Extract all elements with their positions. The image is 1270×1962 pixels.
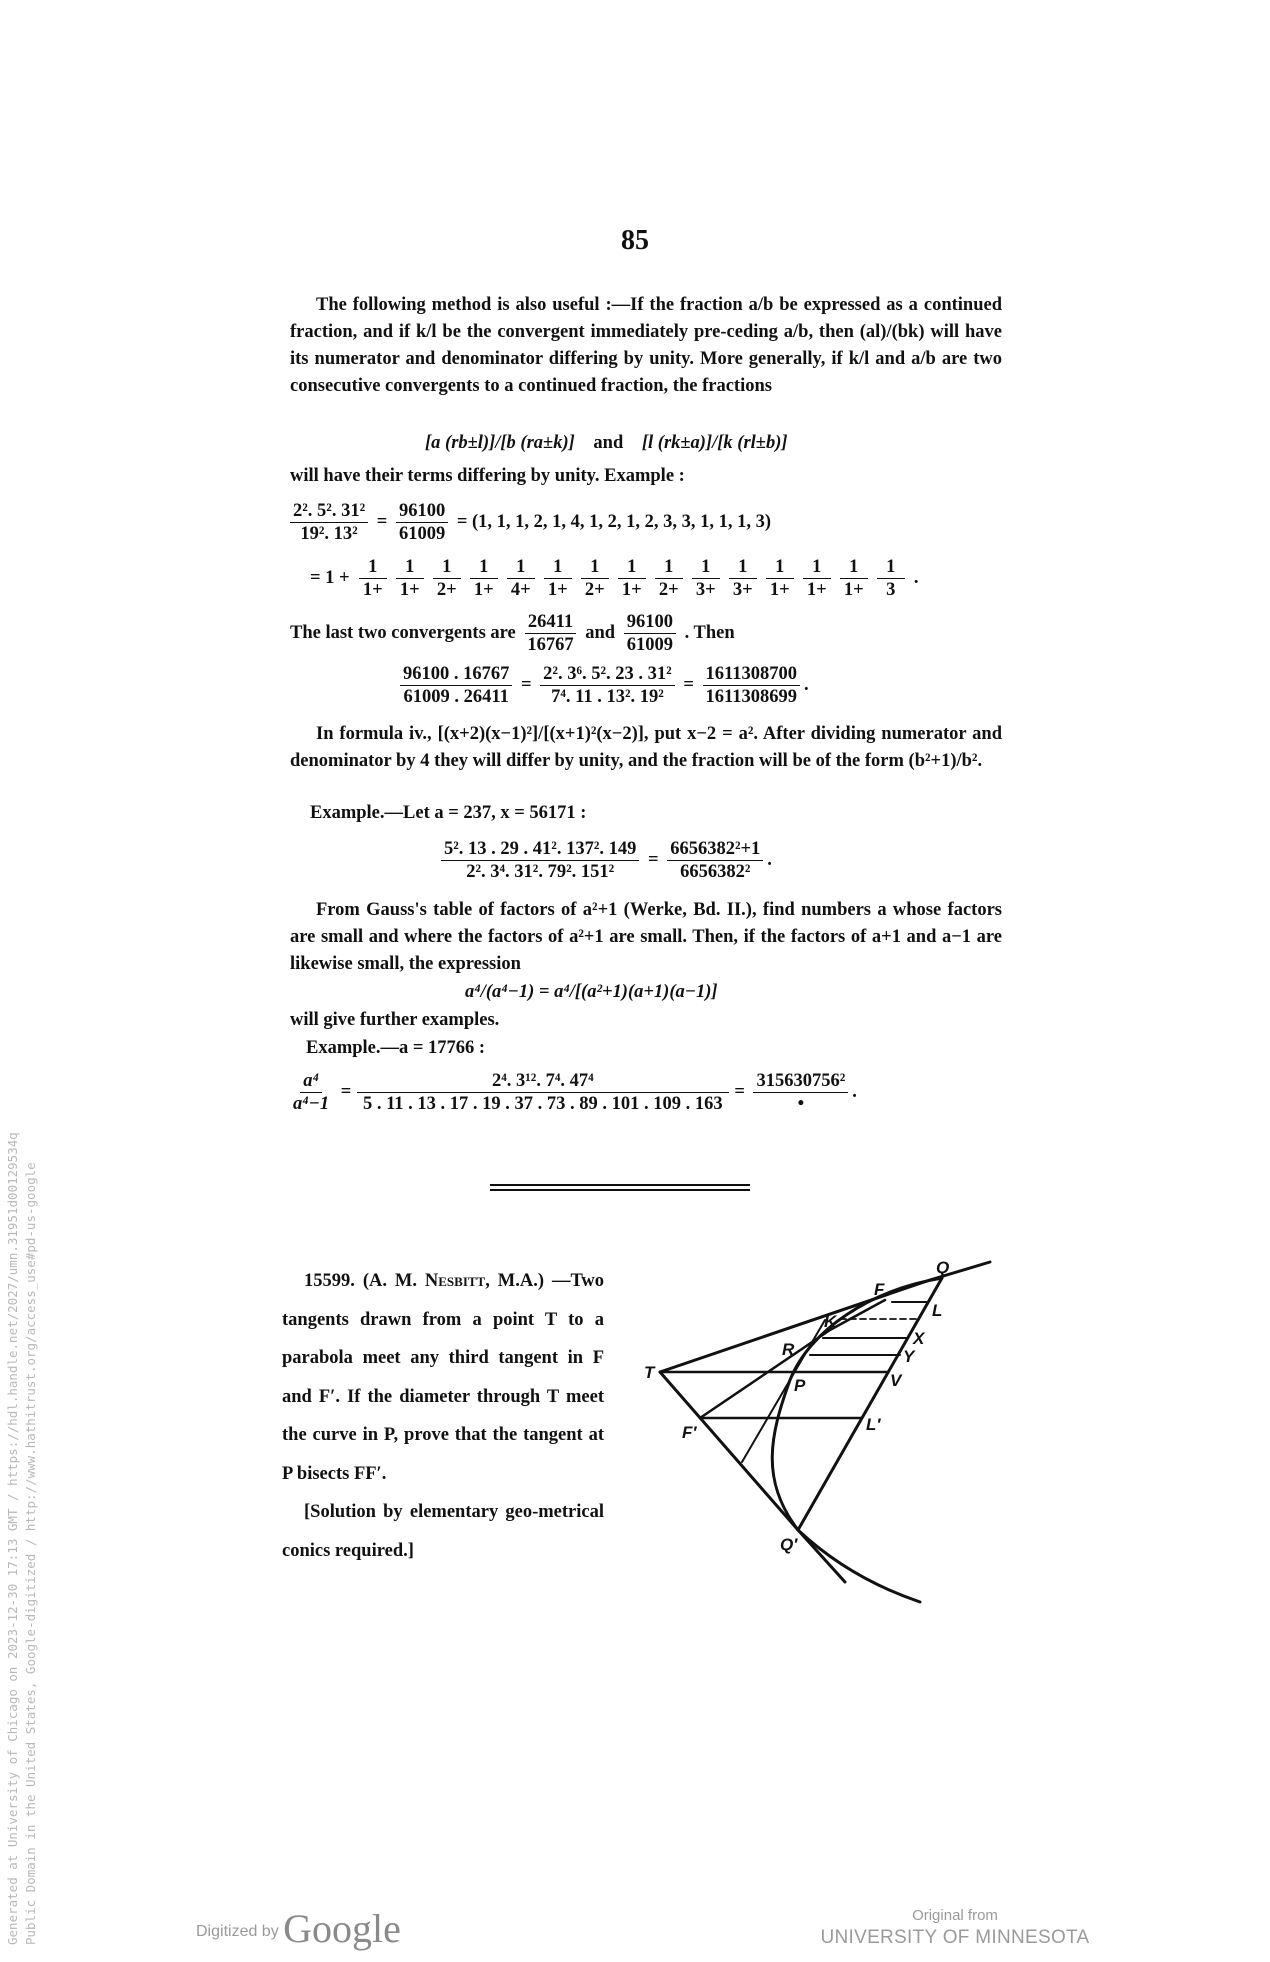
cf-numerator: 1 — [433, 556, 461, 579]
denominator: 1611308699 — [705, 687, 798, 707]
label-q: Q — [936, 1258, 950, 1277]
period: . — [804, 674, 809, 695]
label-t: T — [644, 1363, 655, 1382]
cf-numerator: 1 — [618, 556, 646, 579]
paragraph-formula-iv: In formula iv., [(x+2)(x−1)²]/[(x+1)²(x−2)], put x−2 = a². After dividing numerator and denominator by 4 they will differ by unity, and the fraction will be of the form (b²+1)/b². — [290, 724, 1002, 771]
cf-term — [576, 556, 613, 601]
convergents-line — [290, 611, 735, 656]
fraction — [400, 663, 512, 708]
fraction — [360, 1070, 726, 1115]
cf-term — [539, 556, 576, 601]
cf-numerator: 1 — [581, 556, 609, 579]
cf-term — [465, 556, 502, 601]
watermark-line-1: Generated at University of Chicago on 2023-12-30 17:13 GMT / https://hdl.handle.net/2027/umn.31951d00129534q — [5, 1132, 20, 1945]
fraction — [396, 500, 448, 545]
continued-fraction-expansion — [310, 556, 918, 601]
partial-quotients: = (1, 1, 1, 2, 1, 4, 1, 2, 1, 2, 3, 3, 1, 1, 1, 3) — [456, 511, 772, 532]
denominator: 61009 . 26411 — [403, 687, 509, 707]
label-f: F — [874, 1280, 885, 1299]
fraction — [524, 611, 576, 656]
numerator: a⁴ — [300, 1070, 322, 1093]
fraction — [624, 611, 676, 656]
numerator: 2⁴. 3¹². 7⁴. 47⁴ — [357, 1070, 729, 1093]
label-f-prime: F′ — [682, 1423, 697, 1442]
problem-statement — [282, 1262, 604, 1493]
equation-product-check — [396, 663, 809, 708]
cf-term — [835, 556, 872, 601]
example-intro-line: will have their terms differing by unity. Example : — [290, 466, 685, 486]
equals-sign: = — [734, 1081, 745, 1102]
convergents-and: and — [585, 622, 616, 643]
formula-right: [l (rk±a)]/[k (rl±b)] — [641, 433, 788, 453]
cf-term — [761, 556, 798, 601]
label-x: X — [913, 1329, 925, 1348]
equation-example-3 — [290, 1070, 857, 1115]
equals-sign: = — [521, 674, 532, 695]
denominator: 61009 — [626, 635, 673, 655]
cf-numerator: 1 — [766, 556, 794, 579]
equals-sign: = — [648, 849, 659, 870]
problem-author: (A. M. Nesbitt, M.A.) — [362, 1271, 545, 1291]
formula-a4: a⁴/(a⁴−1) = a⁴/[(a²+1)(a+1)(a−1)] — [465, 982, 718, 1002]
cf-prefix: = 1 + — [310, 567, 350, 588]
denominator: 16767 — [527, 635, 574, 655]
denominator: a⁴−1 — [293, 1094, 330, 1114]
cf-denominator: 1+ — [806, 580, 827, 600]
formula-and: and — [593, 433, 624, 453]
cf-term — [391, 556, 428, 601]
fraction — [703, 663, 800, 708]
cf-term — [798, 556, 835, 601]
cf-denominator: 4+ — [510, 580, 531, 600]
cf-numerator: 1 — [729, 556, 757, 579]
fraction — [540, 663, 675, 708]
problem-note: [Solution by elementary geo-metrical conics required.] — [282, 1502, 604, 1561]
original-from — [810, 1905, 1100, 1949]
cf-denominator: 3 — [886, 580, 896, 600]
cf-denominator: 3+ — [695, 580, 716, 600]
digitized-by-label: Digitized by — [196, 1923, 279, 1940]
label-p: P — [794, 1376, 806, 1395]
cf-numerator: 1 — [840, 556, 868, 579]
period: . — [852, 1081, 857, 1102]
cf-suffix: . — [913, 567, 919, 588]
fraction — [290, 500, 368, 545]
label-r: R — [782, 1340, 795, 1359]
numerator: 96100 — [396, 500, 448, 523]
cf-denominator: 1+ — [362, 580, 383, 600]
cf-numerator: 1 — [470, 556, 498, 579]
third-tangent-ff-prime — [700, 1300, 885, 1418]
section-divider-top — [490, 1184, 750, 1186]
numerator: 315630756² — [753, 1070, 848, 1093]
denominator: 7⁴. 11 . 13². 19² — [551, 687, 664, 707]
period: . — [767, 849, 772, 870]
example-equation-1 — [290, 500, 771, 545]
cf-denominator: 3+ — [732, 580, 753, 600]
cf-numerator: 1 — [655, 556, 683, 579]
formula-left: [a (rb±l)]/[b (ra±k)] — [425, 433, 575, 453]
further-examples-line: will give further examples. — [290, 1010, 500, 1030]
cf-term — [872, 556, 909, 601]
google-logo: Google — [283, 1906, 401, 1951]
cf-denominator: 1+ — [843, 580, 864, 600]
original-from-label: Original from — [912, 1907, 998, 1924]
cf-numerator: 1 — [359, 556, 387, 579]
label-l-prime: L′ — [866, 1415, 881, 1434]
fraction — [441, 838, 639, 883]
numerator: 96100 . 16767 — [400, 663, 512, 686]
cf-denominator: 1+ — [547, 580, 568, 600]
denominator: 5 . 11 . 13 . 17 . 19 . 37 . 73 . 89 . 101 . 109 . 163 — [362, 1094, 723, 1114]
cf-terms — [354, 557, 909, 600]
chord-qq-prime — [798, 1278, 942, 1530]
cf-denominator: 1+ — [473, 580, 494, 600]
denominator: • — [797, 1094, 805, 1114]
cf-term — [354, 556, 391, 601]
cf-term — [724, 556, 761, 601]
numerator: 5². 13 . 29 . 41². 137². 149 — [441, 838, 639, 861]
cf-numerator: 1 — [803, 556, 831, 579]
paragraph-gauss-table: From Gauss's table of factors of a²+1 (Werke, Bd. II.), find numbers a whose factors are small and where the factors of a²+1 are small. Then, if the factors of a+1 and a−1 are likewise small, the expression — [290, 900, 1002, 974]
equals-sign: = — [340, 1081, 352, 1102]
equation-example-2 — [437, 838, 772, 883]
label-l: L — [932, 1301, 943, 1320]
cf-numerator: 1 — [877, 556, 905, 579]
cf-term — [502, 556, 539, 601]
tangent-tq-prime — [660, 1372, 845, 1582]
denominator: 19². 13² — [300, 524, 358, 544]
label-y: Y — [903, 1347, 915, 1366]
margin-watermark — [4, 1132, 40, 1945]
problem-text: —Two tangents drawn from a point T to a parabola meet any third tangent in F and F′. If the diameter through T meet the curve in P, prove that the tangent at P bisects FF′. — [282, 1271, 605, 1484]
formula-fractions — [425, 433, 788, 454]
numerator: 6656382²+1 — [667, 838, 763, 861]
university-name: UNIVERSITY OF MINNESOTA — [820, 1927, 1090, 1948]
cf-denominator: 1+ — [769, 580, 790, 600]
cf-denominator: 1+ — [621, 580, 642, 600]
fraction — [667, 838, 763, 883]
cf-numerator: 1 — [396, 556, 424, 579]
problem-number: 15599. — [304, 1271, 355, 1291]
convergents-tail: . Then — [684, 622, 735, 643]
denominator: 61009 — [398, 524, 446, 544]
cf-numerator: 1 — [692, 556, 720, 579]
cf-term — [613, 556, 650, 601]
label-q-prime: Q′ — [780, 1535, 798, 1554]
numerator: 2². 5². 31² — [290, 500, 368, 523]
fraction — [753, 1070, 848, 1115]
cf-term — [687, 556, 724, 601]
denominator: 2². 3⁴. 31². 79². 151² — [466, 862, 615, 882]
digitized-by-google — [196, 1905, 401, 1952]
numerator: 1611308700 — [703, 663, 800, 686]
label-v: V — [890, 1371, 902, 1390]
equals-sign: = — [683, 674, 694, 695]
cf-denominator: 2+ — [658, 580, 679, 600]
cf-denominator: 1+ — [399, 580, 420, 600]
example-2-line: Example.—Let a = 237, x = 56171 : — [310, 803, 587, 823]
numerator: 26411 — [525, 611, 576, 634]
convergents-lead: The last two convergents are — [290, 622, 516, 643]
paragraph-continued-fraction-method: The following method is also useful :—If the fraction a/b be expressed as a continued fraction, and if k/l be the convergent immediately pre-ceding a/b, then (al)/(bk) will have its numerator and denominator differing by unity. More generally, if k/l and a/b are two consecutive convergents to a continued fraction, the fractions — [290, 295, 1002, 396]
cf-denominator: 2+ — [436, 580, 457, 600]
numerator: 2². 3⁶. 5². 23 . 31² — [540, 663, 675, 686]
page-number: 85 — [621, 225, 649, 256]
fraction — [290, 1070, 332, 1115]
cf-numerator: 1 — [507, 556, 535, 579]
example-3-line: Example.—a = 17766 : — [306, 1038, 486, 1058]
equals-sign: = — [376, 511, 388, 532]
cf-term — [650, 556, 687, 601]
parabola-tangent-figure — [630, 1240, 1000, 1610]
denominator: 6656382² — [680, 862, 751, 882]
problem-15599 — [282, 1262, 604, 1570]
watermark-line-2: Public Domain in the United States, Google-digitized / http://www.hathitrust.org/access_use#pd-us-google — [23, 1162, 38, 1945]
cf-numerator: 1 — [544, 556, 572, 579]
section-divider-bottom — [490, 1189, 750, 1191]
cf-denominator: 2+ — [584, 580, 605, 600]
cf-term — [428, 556, 465, 601]
numerator: 96100 — [624, 611, 676, 634]
label-k: K — [824, 1312, 837, 1331]
